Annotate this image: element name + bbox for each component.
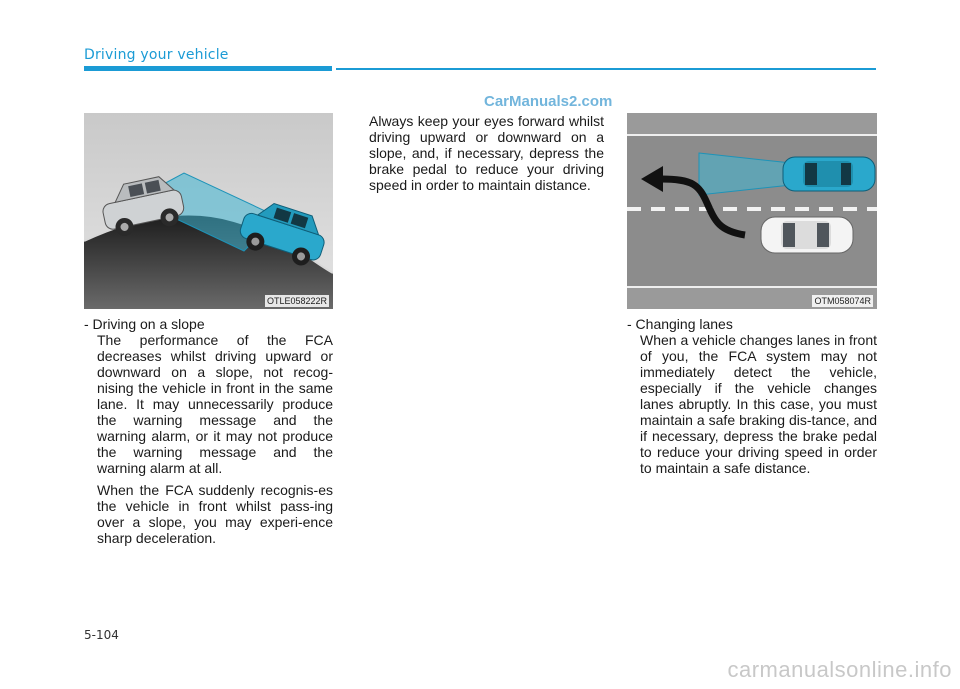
figure-code: OTLE058222R — [266, 296, 327, 306]
header-rule-thick — [84, 66, 332, 71]
figure-code: OTM058074R — [814, 296, 871, 306]
paragraph-slope-deceleration: When the FCA suddenly recognis-es the vehicle in front whilst pass-ing over a slope, you may experi-ence sharp deceleration. — [97, 482, 333, 546]
figure-slope — [84, 113, 333, 309]
site-watermark: carmanualsonline.info — [727, 657, 952, 682]
figure-lanes — [627, 113, 877, 309]
middle-column — [369, 113, 604, 193]
section-title: Driving your vehicle — [84, 47, 229, 63]
paragraph-keep-eyes-forward: Always keep your eyes forward whilst driving upward or downward on a slope, and, if necessary, depress the brake pedal to reduce your driving speed in order to maintain distance. — [369, 113, 604, 193]
slope-illustration — [84, 113, 333, 309]
paragraph-changing-lanes: When a vehicle changes lanes in front of you, the FCA system may not immediately detect the vehicle, especially if the vehicle changes lanes abruptly. In this case, you must maintain a safe braking dis-tance, and if necessary, depress the brake pedal to reduce your driving speed in order to maintain a safe distance. — [640, 332, 877, 476]
header-rule-thin — [336, 68, 876, 70]
paragraph-slope-performance: The performance of the FCA decreases whilst driving upward or downward on a slope, not recog-nising the vehicle in front in the same lane. It may unnecessarily produce the warning message and the warning alarm, or it may not produce the warning message and the warning alarm at all. — [97, 332, 333, 476]
right-column — [627, 316, 877, 476]
watermark-text: CarManuals2.com — [484, 93, 613, 110]
bullet-changing-lanes: - Changing lanes — [627, 316, 733, 332]
page-number: 5-104 — [84, 628, 119, 642]
bullet-driving-on-slope: - Driving on a slope — [84, 316, 205, 332]
left-column — [84, 316, 333, 546]
lane-change-illustration — [627, 113, 877, 309]
